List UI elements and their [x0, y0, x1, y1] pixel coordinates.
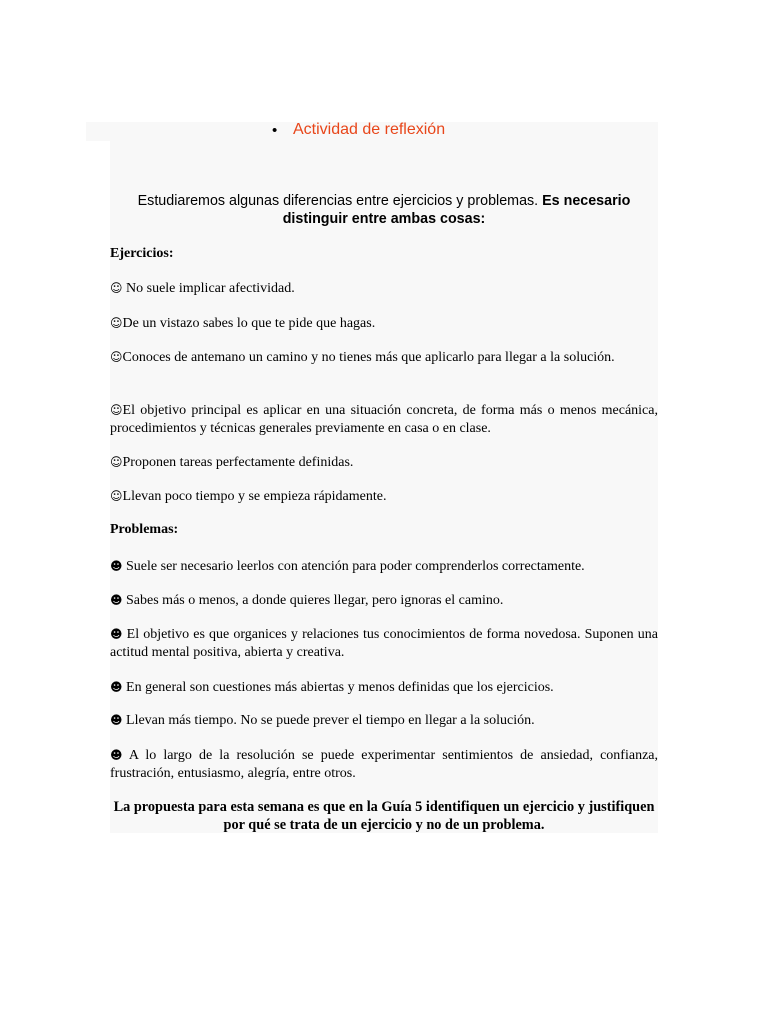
ejercicio-item — [110, 314, 658, 333]
smiley-icon: ☺ — [110, 281, 123, 295]
problema-item — [110, 625, 658, 662]
smiley-filled-icon: ☻ — [110, 559, 123, 573]
bullet-icon: • — [272, 122, 278, 139]
ejercicio-text: No suele implicar afectividad. — [122, 281, 295, 296]
smiley-icon: ☺ — [110, 316, 123, 330]
ejercicio-item — [110, 453, 658, 472]
problema-item — [110, 711, 658, 730]
problema-text: Sabes más o menos, a donde quieres llegar, pero ignoras el camino. — [122, 593, 504, 608]
ejercicio-item — [110, 401, 658, 438]
smiley-filled-icon: ☻ — [110, 713, 123, 727]
ejercicio-item — [110, 487, 658, 506]
smiley-icon: ☺ — [110, 489, 123, 503]
ejercicio-text: Llevan poco tiempo y se empieza rápidamente. — [122, 489, 387, 504]
activity-heading: Actividad de reflexión — [293, 121, 446, 138]
smiley-filled-icon: ☻ — [110, 680, 123, 694]
problema-text: A lo largo de la resolución se puede experimentar sentimientos de ansiedad, confianza, frustración, entusiasmo, alegría, entre otros. — [110, 748, 658, 781]
smiley-filled-icon: ☻ — [110, 748, 123, 762]
smiley-icon: ☺ — [110, 350, 123, 364]
ejercicio-text: Proponen tareas perfectamente definidas. — [122, 455, 354, 470]
heading-row — [110, 121, 658, 145]
smiley-filled-icon: ☻ — [110, 627, 123, 641]
ejercicio-text: El objetivo principal es aplicar en una situación concreta, de forma más o menos mecánica, procedimientos y técnicas generales previamente en casa o en clase. — [110, 403, 658, 436]
problema-item — [110, 557, 658, 576]
smiley-icon: ☺ — [110, 455, 123, 469]
ejercicio-text: Conoces de antemano un camino y no tienes más que aplicarlo para llegar a la solución. — [122, 350, 615, 365]
problema-text: En general son cuestiones más abiertas y menos definidas que los ejercicios. — [122, 680, 554, 695]
closing-statement: La propuesta para esta semana es que en la Guía 5 identifiquen un ejercicio y justifiquen por qué se trata de un ejercicio y no de un problema. — [113, 799, 655, 833]
smiley-icon: ☺ — [110, 403, 123, 417]
intro-bold-text: Es necesario distinguir entre ambas cosas: — [282, 193, 631, 227]
problemas-title: Problemas: — [110, 522, 179, 537]
problema-item — [110, 678, 658, 697]
ejercicios-title: Ejercicios: — [110, 246, 174, 261]
smiley-filled-icon: ☻ — [110, 593, 123, 607]
intro-text: Estudiaremos algunas diferencias entre ejercicios y problemas. — [137, 193, 539, 209]
ejercicio-item — [110, 279, 658, 298]
problema-item — [110, 746, 658, 783]
intro-paragraph — [110, 192, 658, 228]
ejercicio-text: De un vistazo sabes lo que te pide que hagas. — [122, 316, 376, 331]
ejercicio-item — [110, 348, 658, 367]
problema-item — [110, 591, 658, 610]
problema-text: El objetivo es que organices y relaciones tus conocimientos de forma novedosa. Suponen una actitud mental positiva, abierta y creativa. — [110, 627, 658, 660]
problema-text: Llevan más tiempo. No se puede prever el tiempo en llegar a la solución. — [122, 713, 535, 728]
problema-text: Suele ser necesario leerlos con atención para poder comprenderlos correctamente. — [122, 559, 585, 574]
